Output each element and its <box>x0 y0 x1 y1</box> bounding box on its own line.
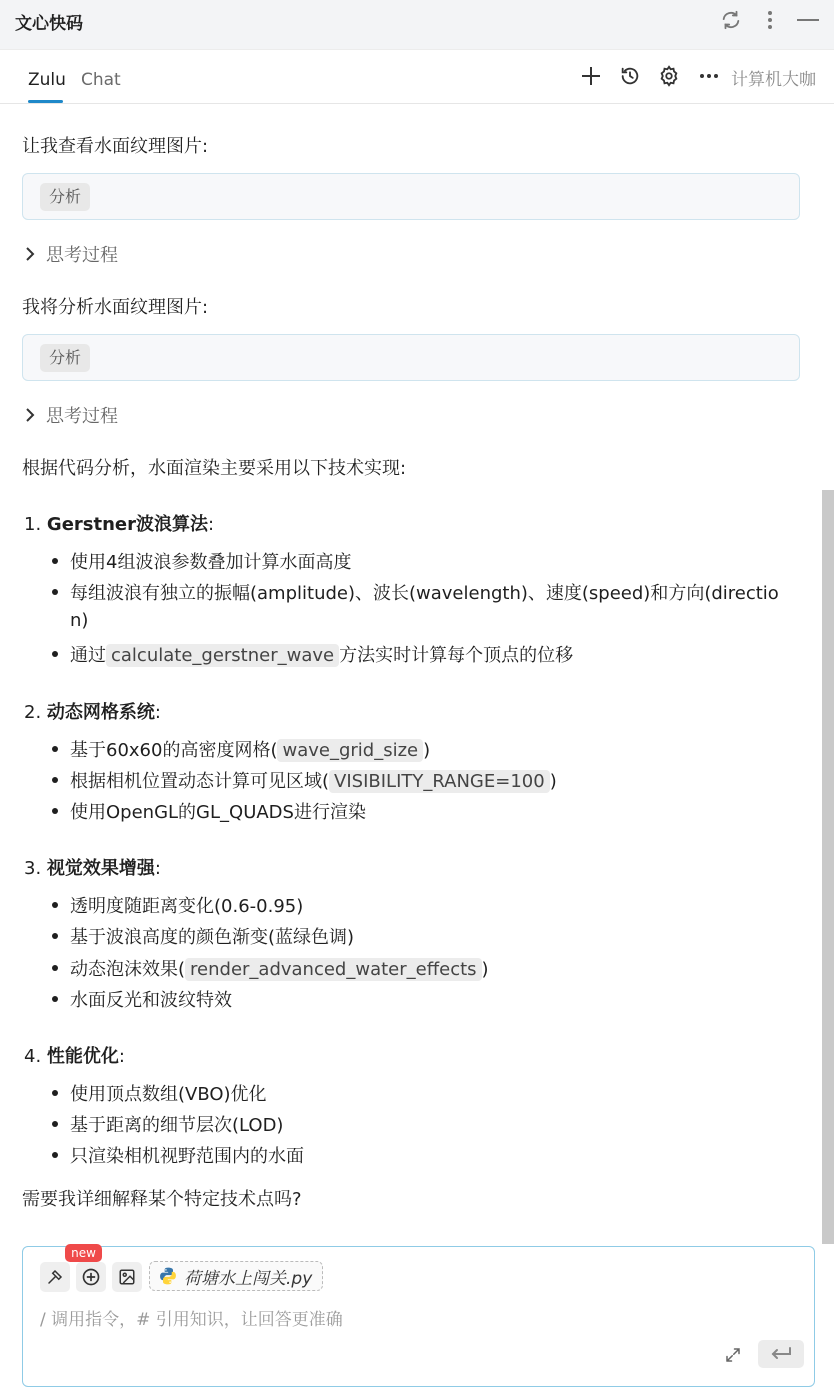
section-heading: 1. Gerstner波浪算法: <box>24 514 215 535</box>
file-name: 荷塘水上闯关.py <box>184 1268 313 1289</box>
message-text: 让我查看水面纹理图片: <box>22 136 209 157</box>
inline-code: VISIBILITY_RANGE=100 <box>329 770 550 793</box>
scrollbar[interactable] <box>822 490 834 1244</box>
minimize-icon[interactable] <box>795 8 821 32</box>
more-horizontal-icon[interactable] <box>697 64 721 88</box>
file-chip[interactable] <box>149 1261 323 1291</box>
closing-text: 需要我详细解释某个特定技术点吗? <box>22 1189 302 1210</box>
inline-code: wave_grid_size <box>277 739 423 762</box>
tool-call-box <box>22 334 800 381</box>
plus-icon[interactable] <box>579 64 603 88</box>
history-icon[interactable] <box>618 64 642 88</box>
hammer-icon[interactable] <box>40 1262 70 1292</box>
chat-input-box <box>22 1246 815 1387</box>
inline-code: calculate_gerstner_wave <box>106 644 339 667</box>
tab-chat[interactable]: Chat <box>81 70 121 90</box>
chat-content: 让我查看水面纹理图片: 分析 思考过程 我将分析水面纹理图片: 分析 思考过程 根据代码分析，水面渲染主要采用以下技术实现: 1. Gerstner波浪算法: 使用4组波浪参数叠加计算水面高度 每组波浪有独立的振幅(amplitude)、波长(wavelength)、速度(speed)和方向(directio n) 通过 calculate_gerstner_wave 方法实时计算每个顶点的位移 2. 动态网格系统: 基于60x60的高密度网格( wave_grid_size ) 根据相机位置动态计算可见区域( VISIBILITY_RANGE=100 ) 使用OpenGL的GL_QUADS进行渲染 3. 视觉效果增强: 透明度随距离变化(0.6-0.95) 基于波浪高度的颜色渐变(蓝绿色调) 动态泡沫效果( render_advanced_water_effects ) 水面反光和波纹特效 4. 性能优化: 使用顶点数组(VBO)优化 基于距离的细节层次(LOD) 只渲染相机视野范围内的水面 需要我详细解释某个特定技术点吗? <box>0 104 822 1244</box>
python-icon <box>158 1266 178 1286</box>
tab-zulu[interactable]: Zulu <box>28 70 66 90</box>
expand-icon[interactable] <box>722 1344 744 1366</box>
app-title: 文心快码 <box>15 14 83 34</box>
enter-icon <box>769 1346 793 1362</box>
new-badge: new <box>65 1244 102 1262</box>
title-bar <box>0 0 834 50</box>
think-label: 思考过程 <box>46 406 118 427</box>
more-vertical-icon[interactable] <box>757 8 783 32</box>
chevron-right-icon <box>24 407 36 423</box>
active-tab-indicator <box>28 100 63 103</box>
inline-code: render_advanced_water_effects <box>185 958 482 981</box>
think-toggle[interactable] <box>24 402 118 428</box>
summary-text: 根据代码分析，水面渲染主要采用以下技术实现: <box>22 458 407 479</box>
image-icon[interactable] <box>112 1262 142 1292</box>
input-placeholder[interactable]: / 调用指令，# 引用知识，让回答更准确 <box>40 1310 343 1330</box>
message-text: 我将分析水面纹理图片: <box>22 297 209 318</box>
refresh-icon[interactable] <box>718 8 744 32</box>
tabs-row <box>0 50 834 104</box>
think-label: 思考过程 <box>46 245 118 266</box>
section-heading: 3. 视觉效果增强: <box>24 858 161 879</box>
send-button[interactable] <box>758 1340 804 1368</box>
add-circle-icon[interactable] <box>76 1262 106 1292</box>
tool-chip: 分析 <box>40 344 90 372</box>
section-heading: 4. 性能优化: <box>24 1046 125 1067</box>
think-toggle[interactable] <box>24 241 118 267</box>
section-heading: 2. 动态网格系统: <box>24 702 161 723</box>
user-name[interactable]: 计算机大咖 <box>731 70 816 90</box>
tool-chip: 分析 <box>40 183 90 211</box>
chevron-right-icon <box>24 246 36 262</box>
tool-call-box <box>22 173 800 220</box>
gear-icon[interactable] <box>657 64 681 88</box>
